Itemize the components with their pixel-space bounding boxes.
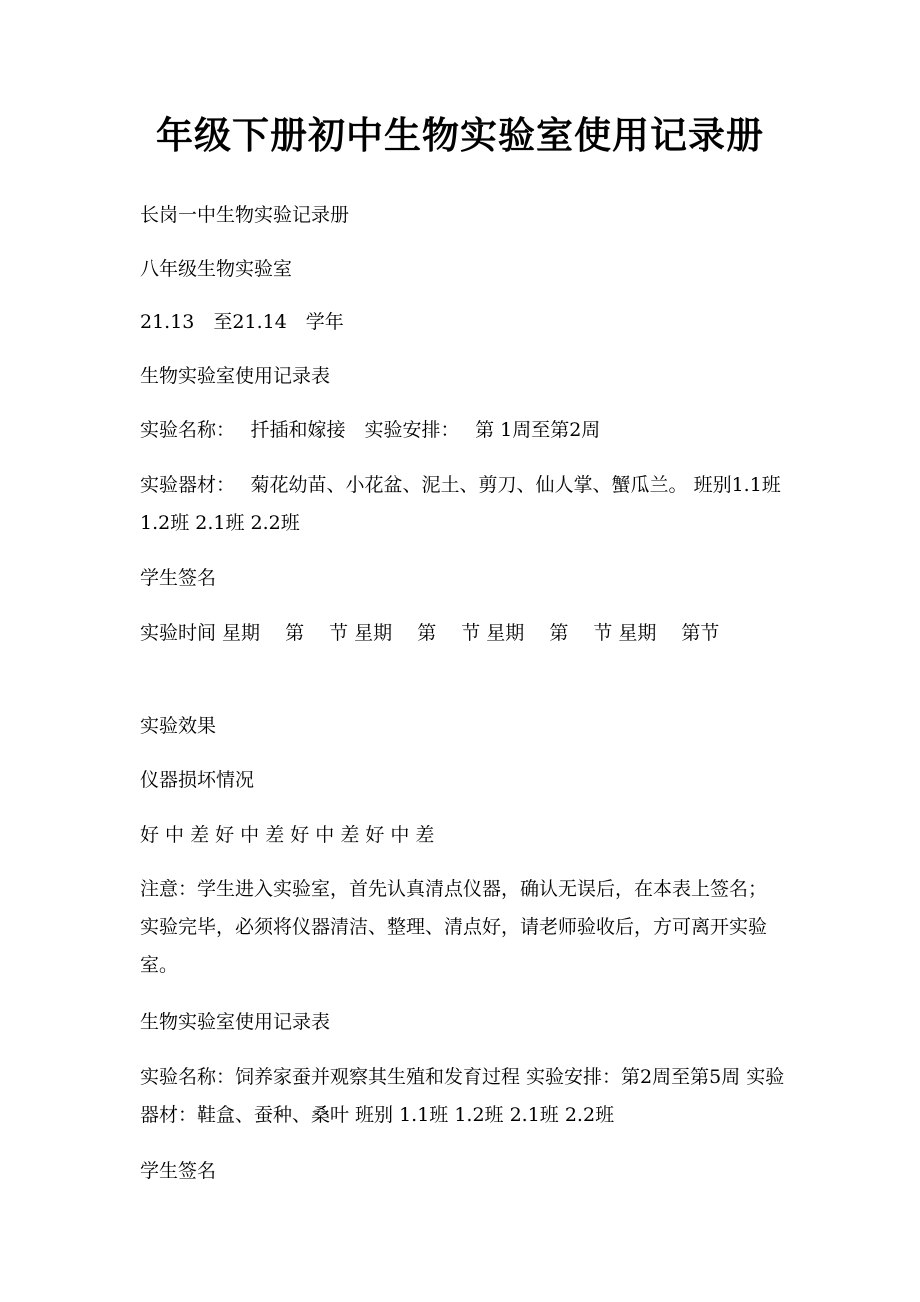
paragraph-table-heading: 生物实验室使用记录表	[140, 365, 331, 387]
paragraph-school-record: 长岗一中生物实验记录册	[140, 204, 350, 226]
paragraph-student-signature: 学生签名	[140, 567, 217, 589]
paragraph-student-signature-2: 学生签名	[140, 1160, 217, 1182]
paragraph-table-heading-2: 生物实验室使用记录表	[140, 1011, 331, 1033]
paragraph-experiment-details-2: 实验名称：饲养家蚕并观察其生殖和发育过程 实验安排：第2周至第5周 实验器材：鞋盒、蚕种、桑叶 班别 1.1班 1.2班 2.1班 2.2班	[140, 1066, 785, 1126]
paragraph-experiment-time: 实验时间 星期 第 节 星期 第 节 星期 第 节 星期 第节	[140, 622, 720, 644]
paragraph-rating-scale: 好 中 差 好 中 差 好 中 差 好 中 差	[140, 824, 435, 846]
paragraph-experiment-effect: 实验效果	[140, 715, 217, 737]
paragraph-school-year: 21.13 至21.14 学年	[140, 311, 344, 333]
paragraph-experiment-name: 实验名称： 扦插和嫁接 实验安排： 第 1周至第2周	[140, 419, 601, 441]
document-title: 年级下册初中生物实验室使用记录册	[156, 114, 764, 157]
paragraph-damage-status: 仪器损坏情况	[140, 769, 255, 791]
paragraph-equipment: 实验器材： 菊花幼苗、小花盆、泥土、剪刀、仙人掌、蟹瓜兰。 班别1.1班 1.2班 2.1班 2.2班	[140, 474, 787, 534]
paragraph-lab-name: 八年级生物实验室	[140, 258, 293, 280]
paragraph-notice: 注意：学生进入实验室，首先认真清点仪器，确认无误后，在本表上签名；实验完毕，必须将仪器清洁、整理、清点好，请老师验收后，方可离开实验室。	[140, 878, 768, 976]
